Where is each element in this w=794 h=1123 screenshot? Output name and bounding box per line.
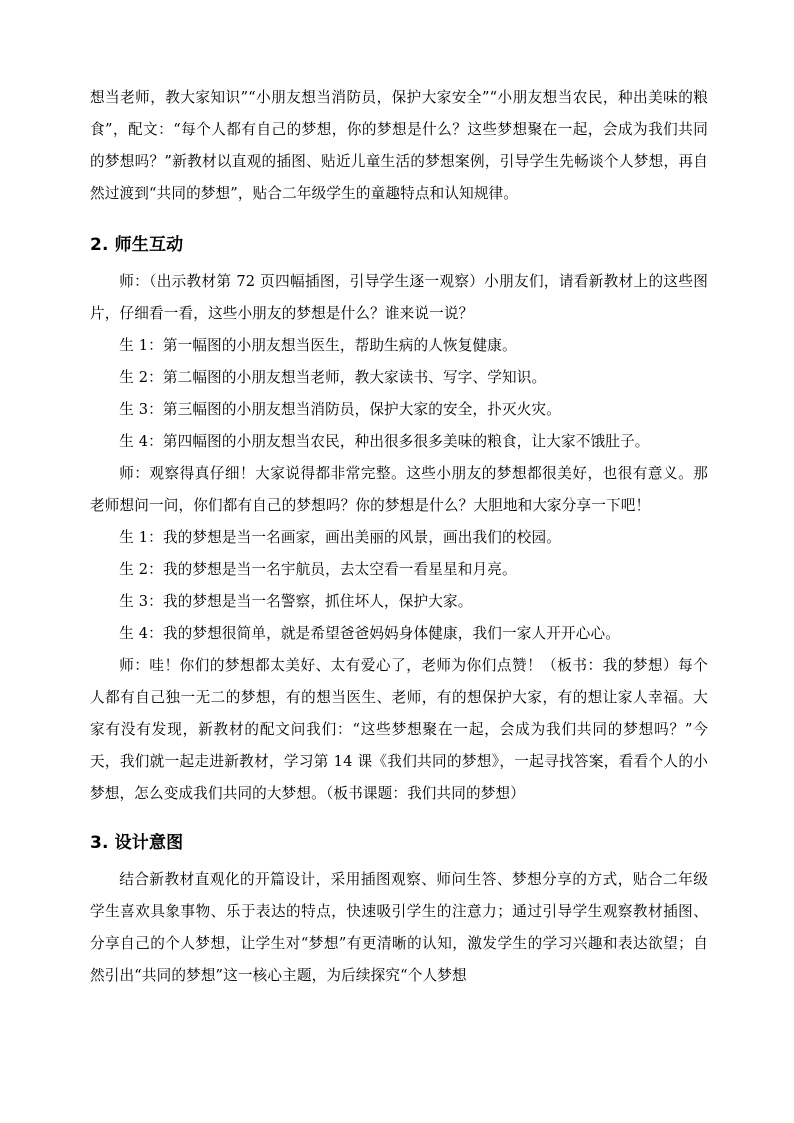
dialog-student-1-dream: 生 1：我的梦想是当一名画家，画出美丽的风景，画出我们的校园。: [119, 529, 561, 546]
section-heading-dialog: 2. 师生互动: [90, 235, 184, 255]
document-body: [90, 82, 708, 992]
dialog-teacher-intro: 师：（出示教材第 72 页四幅插图，引导学生逐一观察）小朋友们，请看新教材上的这些图片，仔细看一看，这些小朋友的梦想是什么？谁来说一说？: [90, 273, 708, 322]
dialog-student-3-picture: 生 3：第三幅图的小朋友想当消防员，保护大家的安全，扑灭火灾。: [119, 401, 561, 418]
dialog-student-2-dream: 生 2：我的梦想是当一名宇航员，去太空看一看星星和月亮。: [119, 561, 517, 578]
dialog-student-4-dream: 生 4：我的梦想很简单，就是希望爸爸妈妈身体健康，我们一家人开开心心。: [119, 625, 620, 642]
dialog-teacher-followup: 师：观察得真仔细！大家说得都非常完整。这些小朋友的梦想都很美好，也很有意义。那老师想问一问，你们都有自己的梦想吗？你的梦想是什么？大胆地和大家分享一下吧！: [90, 465, 708, 514]
section-heading-design-intent: 3. 设计意图: [90, 833, 184, 853]
dialog-student-4-picture: 生 4：第四幅图的小朋友想当农民，种出很多很多美味的粮食，让大家不饿肚子。: [119, 433, 650, 450]
intro-paragraph: 想当老师，教大家知识”“小朋友想当消防员，保护大家安全”“小朋友想当农民，种出美味的粮食”，配文：“每个人都有自己的梦想，你的梦想是什么？这些梦想聚在一起，会成为我们共同的梦想吗？”新教材以直观的插图、贴近儿童生活的梦想案例，引导学生先畅谈个人梦想，再自然过渡到“共同的梦想”，贴合二年级学生的童趣特点和认知规律。: [90, 89, 708, 202]
design-intent-paragraph: 结合新教材直观化的开篇设计，采用插图观察、师问生答、梦想分享的方式，贴合二年级学生喜欢具象事物、乐于表达的特点，快速吸引学生的注意力；通过引导学生观察教材插图、分享自己的个人梦想，让学生对“梦想”有更清晰的认知，激发学生的学习兴趣和表达欲望；自然引出“共同的梦想”这一核心主题，为后续探究“个人梦想: [90, 871, 708, 984]
dialog-teacher-summary: 师：哇！你们的梦想都太美好、太有爱心了，老师为你们点赞！（板书：我的梦想）每个人都有自己独一无二的梦想，有的想当医生、老师，有的想保护大家，有的想让家人幸福。大家有没有发现，新教材的配文问我们：“这些梦想聚在一起，会成为我们共同的梦想吗？”今天，我们就一起走进新教材，学习第 14 课《我们共同的梦想》，一起寻找答案，看看个人的小梦想，怎么变成我们共同的大梦想。（板书课题：我们共同的梦想）: [90, 657, 708, 802]
dialog-student-3-dream: 生 3：我的梦想是当一名警察，抓住坏人，保护大家。: [119, 593, 473, 610]
dialog-student-1-picture: 生 1：第一幅图的小朋友想当医生，帮助生病的人恢复健康。: [119, 337, 517, 354]
dialog-student-2-picture: 生 2：第二幅图的小朋友想当老师，教大家读书、写字、学知识。: [119, 369, 547, 386]
